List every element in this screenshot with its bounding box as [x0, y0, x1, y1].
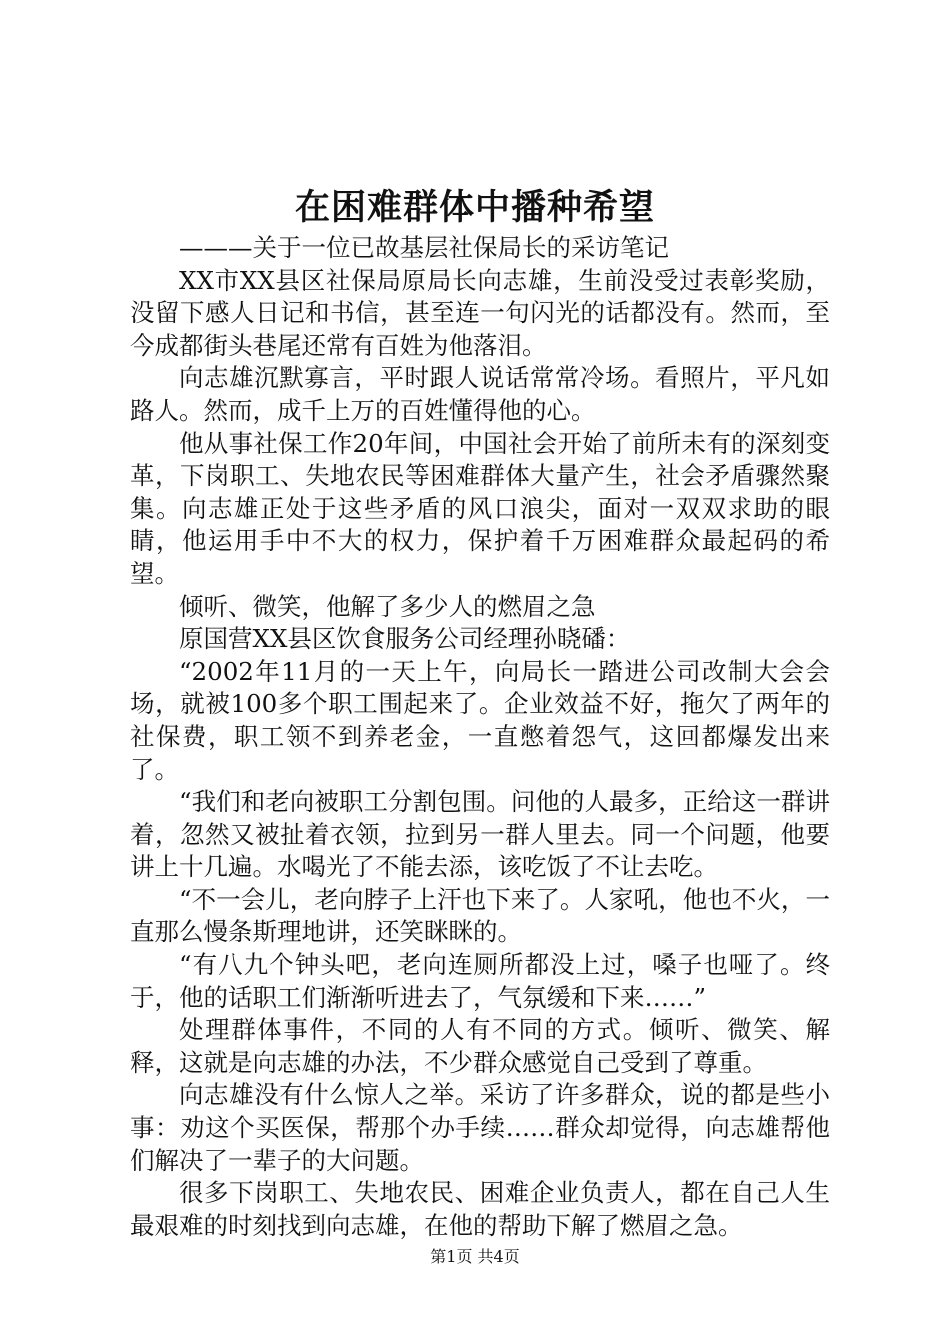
- paragraph: “不一会儿，老向脖子上汗也下来了。人家吼，他也不火，一直那么慢条斯理地讲，还笑眯眯的。: [130, 884, 830, 947]
- paragraph: “有八九个钟头吧，老向连厕所都没上过，嗓子也哑了。终于，他的话职工们渐渐听进去了，气氛缓和下来……”: [130, 950, 830, 1012]
- paragraph: 向志雄沉默寡言，平时跟人说话常常冷场。看照片，平凡如路人。然而，成千上万的百姓懂得他的心。: [130, 363, 830, 425]
- document-body: [130, 232, 830, 1242]
- paragraph: XX市XX县区社保局原局长向志雄，生前没受过表彰奖励，没留下感人日记和书信，甚至连一句闪光的话都没有。然而，至今成都街头巷尾还常有百姓为他落泪。: [130, 265, 830, 360]
- document-title: 在困难群体中播种希望: [294, 187, 655, 228]
- paragraph: 处理群体事件，不同的人有不同的方式。倾听、微笑、解释，这就是向志雄的办法，不少群众感觉自己受到了尊重。: [130, 1015, 830, 1077]
- document-subtitle: ———关于一位已故基层社保局长的采访笔记: [179, 233, 669, 262]
- paragraph: 向志雄没有什么惊人之举。采访了许多群众，说的都是些小事：劝这个买医保，帮那个办手续……群众却觉得，向志雄帮他们解决了一辈子的大问题。: [130, 1080, 830, 1175]
- paragraph: 原国营XX县区饮食服务公司经理孙晓磻：: [179, 624, 631, 654]
- page-number-footer: 第1页 共4页: [430, 1247, 520, 1266]
- paragraph: 他从事社保工作20年间，中国社会开始了前所未有的深刻变革，下岗职工、失地农民等困难群体大量产生，社会矛盾骤然聚集。向志雄正处于这些矛盾的风口浪尖，面对一双双求助的眼睛，他运用手中不大的权力，保护着千万困难群众最起码的希望。: [130, 428, 830, 588]
- section-heading: 倾听、微笑，他解了多少人的燃眉之急: [179, 591, 596, 621]
- paragraph: “2002年11月的一天上午，向局长一踏进公司改制大会会场，就被100多个职工围起来了。企业效益不好，拖欠了两年的社保费，职工领不到养老金，一直憋着怨气，这回都爆发出来了。: [130, 656, 830, 784]
- paragraph: “我们和老向被职工分割包围。问他的人最多，正给这一群讲着，忽然又被扯着衣领，拉到另一群人里去。同一个问题，他要讲上十几遍。水喝光了不能去添，该吃饭了不让去吃。: [130, 787, 830, 882]
- paragraph: 很多下岗职工、失地农民、困难企业负责人，都在自己人生最艰难的时刻找到向志雄，在他的帮助下解了燃眉之急。: [130, 1178, 830, 1240]
